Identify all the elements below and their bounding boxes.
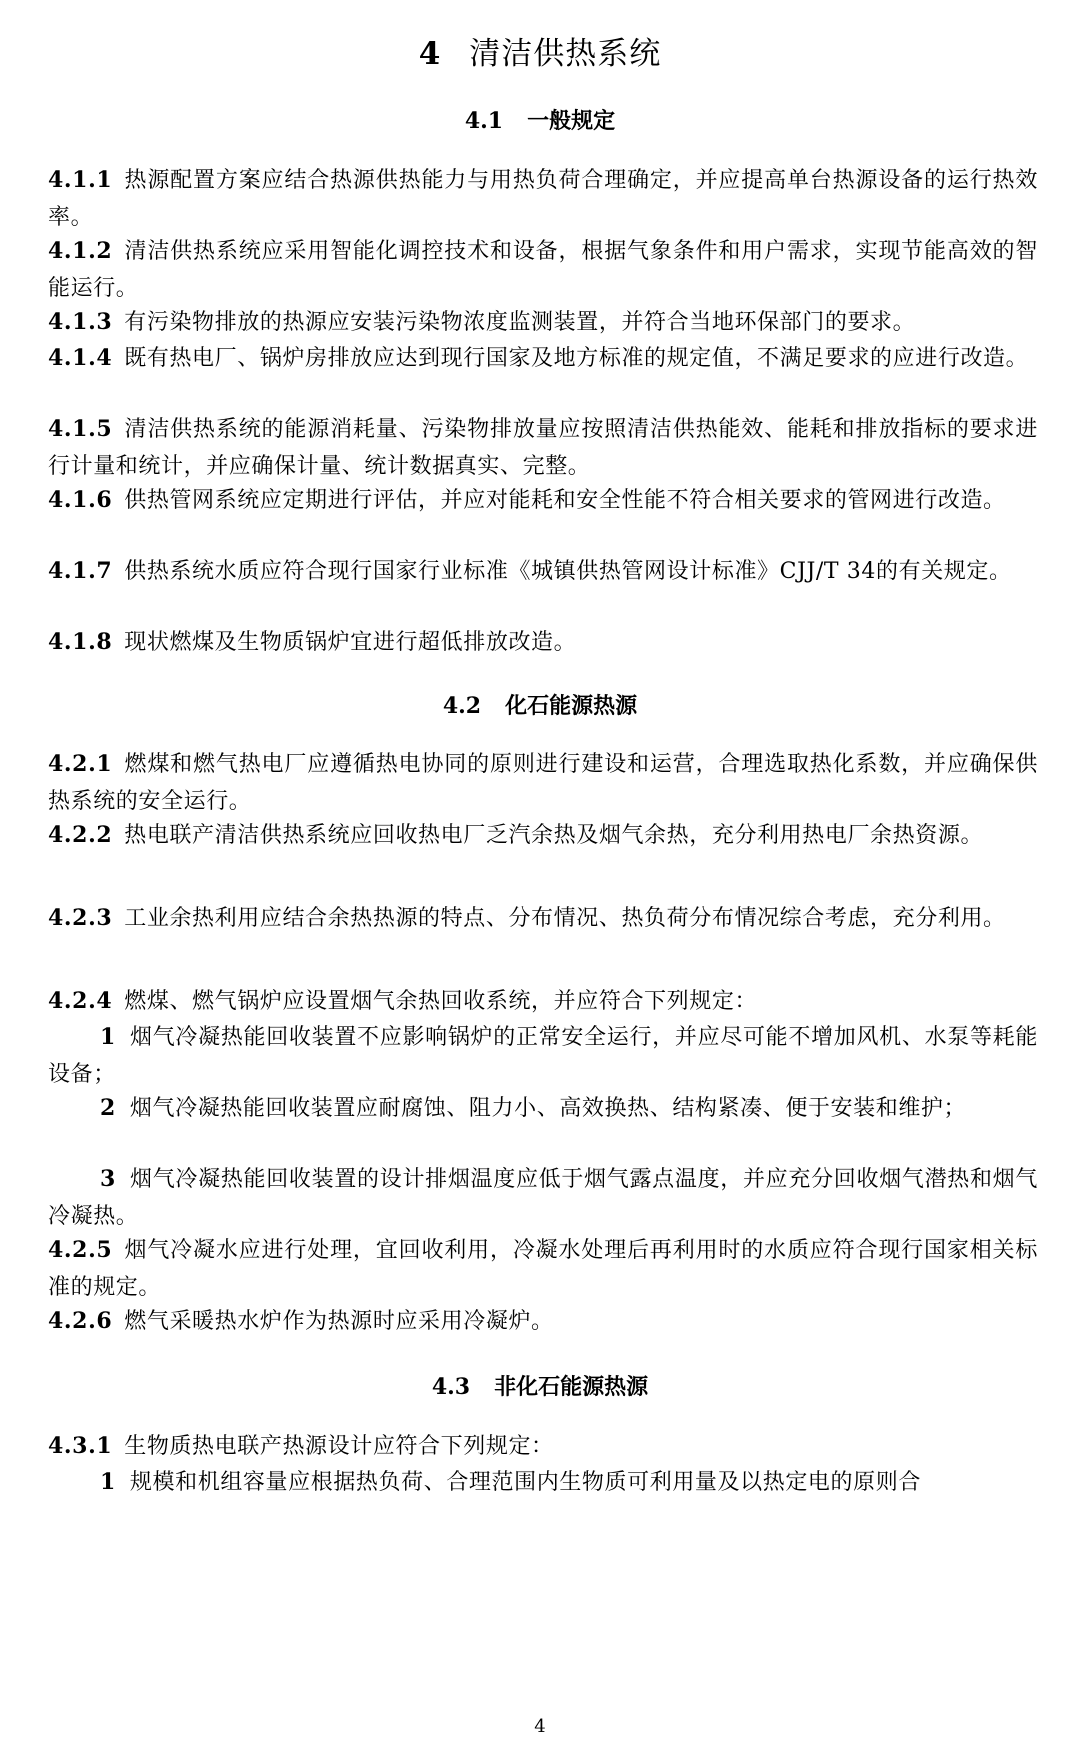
item-text: 烟气冷凝热能回收装置不应影响锅炉的正常安全运行，并应尽可能不增加风机、水泵等耗能设备； bbox=[48, 1025, 1038, 1087]
clause-number: 4.1.3 bbox=[48, 309, 113, 335]
clause-4-2-4-item-3 bbox=[48, 1161, 1038, 1235]
clause-text: 供热系统水质应符合现行国家行业标准《城镇供热管网设计标准》CJJ/T 34的有关规定。 bbox=[124, 559, 1012, 584]
clause-number: 4.1.5 bbox=[48, 416, 113, 442]
section-title-4-2 bbox=[0, 689, 1080, 720]
chapter-title-text: 清洁供热系统 bbox=[469, 36, 662, 72]
clause-number: 4.1.1 bbox=[48, 167, 113, 193]
clause-4-1-1 bbox=[48, 162, 1038, 236]
clause-text: 清洁供热系统的能源消耗量、污染物排放量应按照清洁供热能效、能耗和排放指标的要求进行计量和统计，并应确保计量、统计数据真实、完整。 bbox=[48, 417, 1038, 479]
clause-4-1-4 bbox=[48, 340, 1038, 377]
clause-4-1-8 bbox=[48, 624, 1038, 661]
clause-number: 4.1.7 bbox=[48, 558, 113, 584]
clause-text: 烟气冷凝水应进行处理，宜回收利用，冷凝水处理后再利用时的水质应符合现行国家相关标准的规定。 bbox=[48, 1238, 1038, 1300]
clause-4-2-4-item-1 bbox=[48, 1019, 1038, 1093]
clause-text: 燃煤、燃气锅炉应设置烟气余热回收系统，并应符合下列规定： bbox=[124, 989, 758, 1014]
clause-4-2-3 bbox=[48, 900, 1038, 937]
clause-text: 热电联产清洁供热系统应回收热电厂乏汽余热及烟气余热，充分利用热电厂余热资源。 bbox=[124, 823, 984, 848]
chapter-title bbox=[0, 28, 1080, 73]
section-title-4-3 bbox=[0, 1370, 1080, 1401]
item-number: 1 bbox=[100, 1469, 116, 1495]
clause-number: 4.2.6 bbox=[48, 1308, 113, 1334]
section-number: 4.1 bbox=[464, 108, 504, 134]
clause-number: 4.2.1 bbox=[48, 751, 113, 777]
clause-4-2-4 bbox=[48, 983, 1038, 1020]
item-number: 2 bbox=[100, 1095, 116, 1121]
section-title-4-1 bbox=[0, 104, 1080, 135]
clause-text: 热源配置方案应结合热源供热能力与用热负荷合理确定，并应提高单台热源设备的运行热效率。 bbox=[48, 168, 1038, 230]
section-number: 4.2 bbox=[442, 693, 482, 719]
clause-4-2-1 bbox=[48, 746, 1038, 820]
clause-text: 供热管网系统应定期进行评估，并应对能耗和安全性能不符合相关要求的管网进行改造。 bbox=[124, 488, 1006, 513]
clause-4-1-6 bbox=[48, 482, 1038, 519]
clause-text: 清洁供热系统应采用智能化调控技术和设备，根据气象条件和用户需求，实现节能高效的智能运行。 bbox=[48, 239, 1038, 301]
clause-number: 4.2.5 bbox=[48, 1237, 113, 1263]
clause-number: 4.1.8 bbox=[48, 629, 113, 655]
clause-4-1-3 bbox=[48, 304, 1038, 341]
clause-text: 既有热电厂、锅炉房排放应达到现行国家及地方标准的规定值，不满足要求的应进行改造。 bbox=[124, 346, 1029, 371]
clause-text: 燃煤和燃气热电厂应遵循热电协同的原则进行建设和运营，合理选取热化系数，并应确保供热系统的安全运行。 bbox=[48, 752, 1038, 814]
clause-text: 有污染物排放的热源应安装污染物浓度监测装置，并符合当地环保部门的要求。 bbox=[124, 310, 916, 335]
item-text: 烟气冷凝热能回收装置的设计排烟温度应低于烟气露点温度，并应充分回收烟气潜热和烟气冷凝热。 bbox=[48, 1167, 1038, 1229]
item-text: 规模和机组容量应根据热负荷、合理范围内生物质可利用量及以热定电的原则合 bbox=[129, 1470, 921, 1495]
clause-4-2-6 bbox=[48, 1303, 1038, 1340]
clause-4-1-2 bbox=[48, 233, 1038, 307]
page-number: 4 bbox=[534, 1716, 546, 1737]
item-text: 烟气冷凝热能回收装置应耐腐蚀、阻力小、高效换热、结构紧凑、便于安装和维护； bbox=[129, 1096, 967, 1121]
clause-number: 4.3.1 bbox=[48, 1433, 113, 1459]
section-title-text: 化石能源热源 bbox=[505, 693, 638, 719]
clause-4-3-1 bbox=[48, 1428, 1038, 1465]
clause-4-2-4-item-2 bbox=[48, 1090, 1038, 1127]
clause-number: 4.2.2 bbox=[48, 822, 113, 848]
section-title-text: 非化石能源热源 bbox=[494, 1374, 649, 1400]
clause-4-2-5 bbox=[48, 1232, 1038, 1306]
clause-number: 4.2.4 bbox=[48, 988, 113, 1014]
clause-4-3-1-item-1 bbox=[48, 1464, 1038, 1501]
section-title-text: 一般规定 bbox=[527, 108, 616, 134]
clause-4-1-7 bbox=[48, 553, 1038, 590]
clause-text: 生物质热电联产热源设计应符合下列规定： bbox=[124, 1434, 554, 1459]
section-number: 4.3 bbox=[431, 1374, 471, 1400]
clause-number: 4.2.3 bbox=[48, 905, 113, 931]
clause-text: 现状燃煤及生物质锅炉宜进行超低排放改造。 bbox=[124, 630, 577, 655]
item-number: 1 bbox=[100, 1024, 116, 1050]
chapter-number: 4 bbox=[418, 36, 442, 72]
clause-4-1-5 bbox=[48, 411, 1038, 485]
clause-4-2-2 bbox=[48, 817, 1038, 854]
clause-number: 4.1.2 bbox=[48, 238, 113, 264]
clause-text: 工业余热利用应结合余热热源的特点、分布情况、热负荷分布情况综合考虑，充分利用。 bbox=[124, 906, 1006, 931]
clause-number: 4.1.6 bbox=[48, 487, 113, 513]
clause-number: 4.1.4 bbox=[48, 345, 113, 371]
clause-text: 燃气采暖热水炉作为热源时应采用冷凝炉。 bbox=[124, 1309, 554, 1334]
item-number: 3 bbox=[100, 1166, 116, 1192]
